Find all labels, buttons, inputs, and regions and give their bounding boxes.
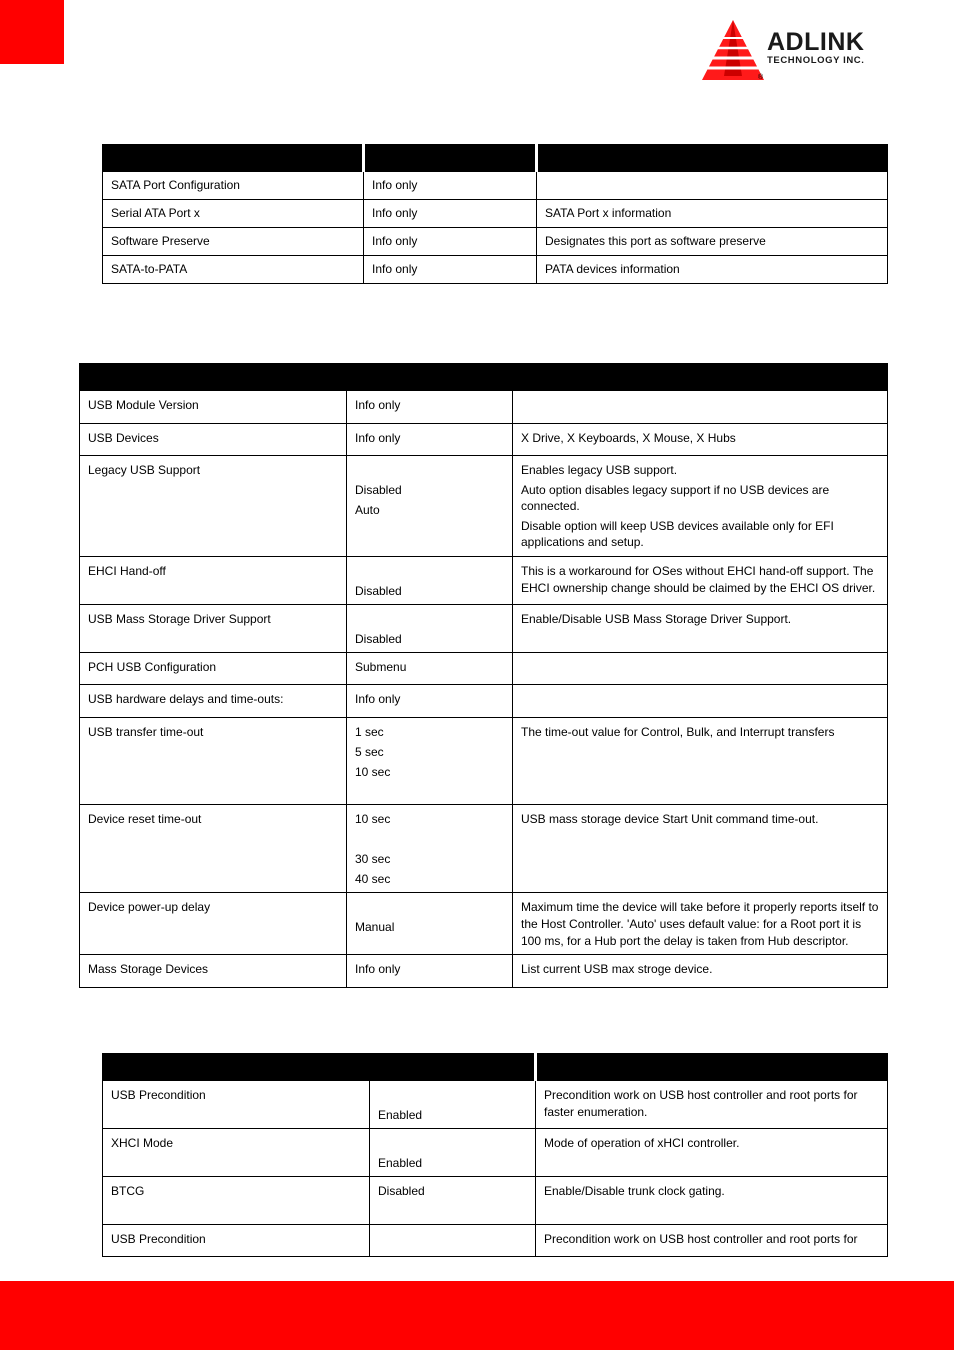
feature-cell: Mass Storage Devices [80, 955, 347, 988]
options-cell: Info only [347, 955, 513, 988]
table-row [80, 955, 888, 988]
option-value: Enabled [378, 1108, 423, 1122]
description-line: Auto option disables legacy support if no USB devices are connected. [521, 482, 830, 513]
table-row [80, 557, 888, 605]
description-cell: List current USB max stroge device. [513, 955, 888, 988]
feature-cell: EHCI Hand-off [80, 557, 347, 605]
feature-cell: SATA-to-PATA [103, 256, 364, 284]
description-cell: PATA devices information [537, 256, 888, 284]
description-cell: USB mass storage device Start Unit command time-out. [513, 805, 888, 893]
brand-tagline: TECHNOLOGY INC. [767, 55, 865, 66]
feature-cell: USB Module Version [80, 391, 347, 424]
options-cell: Info only [364, 256, 537, 284]
options-cell: Disabled [370, 1177, 536, 1225]
header-cell [537, 145, 888, 172]
options-cell [347, 718, 513, 805]
feature-cell: USB Devices [80, 424, 347, 456]
option-value: Auto [355, 503, 380, 517]
description-cell: Maximum time the device will take before it properly reports itself to the Host Controller. 'Auto' uses default value: for a Root port it is 100 ms, for a Hub port the delay is taken from Hub descriptor. [513, 893, 888, 955]
table-row [103, 1129, 888, 1177]
feature-cell: PCH USB Configuration [80, 653, 347, 685]
header-cell [103, 145, 364, 172]
description-cell: Enable/Disable USB Mass Storage Driver Support. [513, 605, 888, 653]
option-value: 5 sec [355, 745, 384, 759]
registered-mark: ® [758, 74, 764, 81]
options-cell [370, 1081, 536, 1129]
description-cell [513, 653, 888, 685]
option-value: Enabled [378, 1156, 423, 1170]
table-row [103, 1177, 888, 1225]
options-cell: Submenu [347, 653, 513, 685]
options-cell: Info only [347, 685, 513, 718]
pch-usb-configuration-table [102, 1053, 888, 1257]
option-value: 30 sec [355, 852, 391, 866]
table-row [80, 893, 888, 955]
description-cell: This is a workaround for OSes without EHCI hand-off support. The EHCI ownership change should be claimed by the EHCI OS driver. [513, 557, 888, 605]
table-header-row [103, 145, 888, 172]
option-value: Manual [355, 920, 395, 934]
usb-configuration-table [79, 363, 888, 988]
options-cell: Info only [364, 200, 537, 228]
description-cell: Mode of operation of xHCI controller. [536, 1129, 888, 1177]
header-cell [103, 1054, 536, 1081]
brand-name: ADLINK [767, 28, 865, 56]
table-row [103, 200, 888, 228]
description-cell: X Drive, X Keyboards, X Mouse, X Hubs [513, 424, 888, 456]
feature-cell: USB Precondition [103, 1081, 370, 1129]
adlink-triangle-icon [696, 18, 766, 84]
option-value: Disabled [355, 483, 402, 497]
description-cell [513, 456, 888, 557]
adlink-logo [696, 18, 908, 84]
option-value: 1 sec [355, 725, 384, 739]
table-row [80, 424, 888, 456]
description-cell: SATA Port x information [537, 200, 888, 228]
header-cell [364, 145, 537, 172]
table-row [103, 172, 888, 200]
header-cell [513, 364, 888, 391]
feature-cell: SATA Port Configuration [103, 172, 364, 200]
options-cell: Info only [364, 228, 537, 256]
table-row [103, 1225, 888, 1257]
table-row [80, 718, 888, 805]
description-cell: Enable/Disable trunk clock gating. [536, 1177, 888, 1225]
header-cell [80, 364, 347, 391]
description-cell: Precondition work on USB host controller and root ports for [536, 1225, 888, 1257]
header-cell [347, 364, 513, 391]
options-cell [347, 805, 513, 893]
feature-cell: USB transfer time-out [80, 718, 347, 805]
options-cell: Info only [364, 172, 537, 200]
feature-cell: Device power-up delay [80, 893, 347, 955]
table-header-row [80, 364, 888, 391]
table-header-row [103, 1054, 888, 1081]
feature-cell: Software Preserve [103, 228, 364, 256]
description-cell: The time-out value for Control, Bulk, and Interrupt transfers [513, 718, 888, 805]
footer-bar [0, 1281, 954, 1350]
table-row [103, 1081, 888, 1129]
description-line: Enables legacy USB support. [521, 463, 678, 477]
option-value: 40 sec [355, 872, 391, 886]
description-cell [537, 172, 888, 200]
table-row [80, 456, 888, 557]
options-cell [347, 456, 513, 557]
options-cell [347, 605, 513, 653]
description-cell: Precondition work on USB host controller and root ports for faster enumeration. [536, 1081, 888, 1129]
options-cell [370, 1225, 536, 1257]
table-row [80, 605, 888, 653]
table-row [80, 391, 888, 424]
feature-cell: USB hardware delays and time-outs: [80, 685, 347, 718]
option-value: 10 sec [355, 812, 391, 826]
description-line: Disable option will keep USB devices available only for EFI applications and setup. [521, 518, 834, 549]
table-row [80, 685, 888, 718]
options-cell: Info only [347, 391, 513, 424]
corner-accent-block [0, 0, 64, 64]
feature-cell: BTCG [103, 1177, 370, 1225]
description-cell [513, 685, 888, 718]
option-value: Disabled [355, 584, 402, 598]
option-value: Disabled [355, 632, 402, 646]
options-cell [347, 893, 513, 955]
feature-cell: Serial ATA Port x [103, 200, 364, 228]
description-cell [513, 391, 888, 424]
sata-configuration-table [102, 144, 888, 284]
table-row [103, 256, 888, 284]
feature-cell: Device reset time-out [80, 805, 347, 893]
options-cell [370, 1129, 536, 1177]
option-value: 10 sec [355, 765, 391, 779]
header-cell [536, 1054, 888, 1081]
feature-cell: USB Precondition [103, 1225, 370, 1257]
table-row [80, 653, 888, 685]
table-row [80, 805, 888, 893]
description-cell: Designates this port as software preserve [537, 228, 888, 256]
feature-cell: XHCI Mode [103, 1129, 370, 1177]
feature-cell: USB Mass Storage Driver Support [80, 605, 347, 653]
table-row [103, 228, 888, 256]
options-cell [347, 557, 513, 605]
options-cell: Info only [347, 424, 513, 456]
feature-cell: Legacy USB Support [80, 456, 347, 557]
